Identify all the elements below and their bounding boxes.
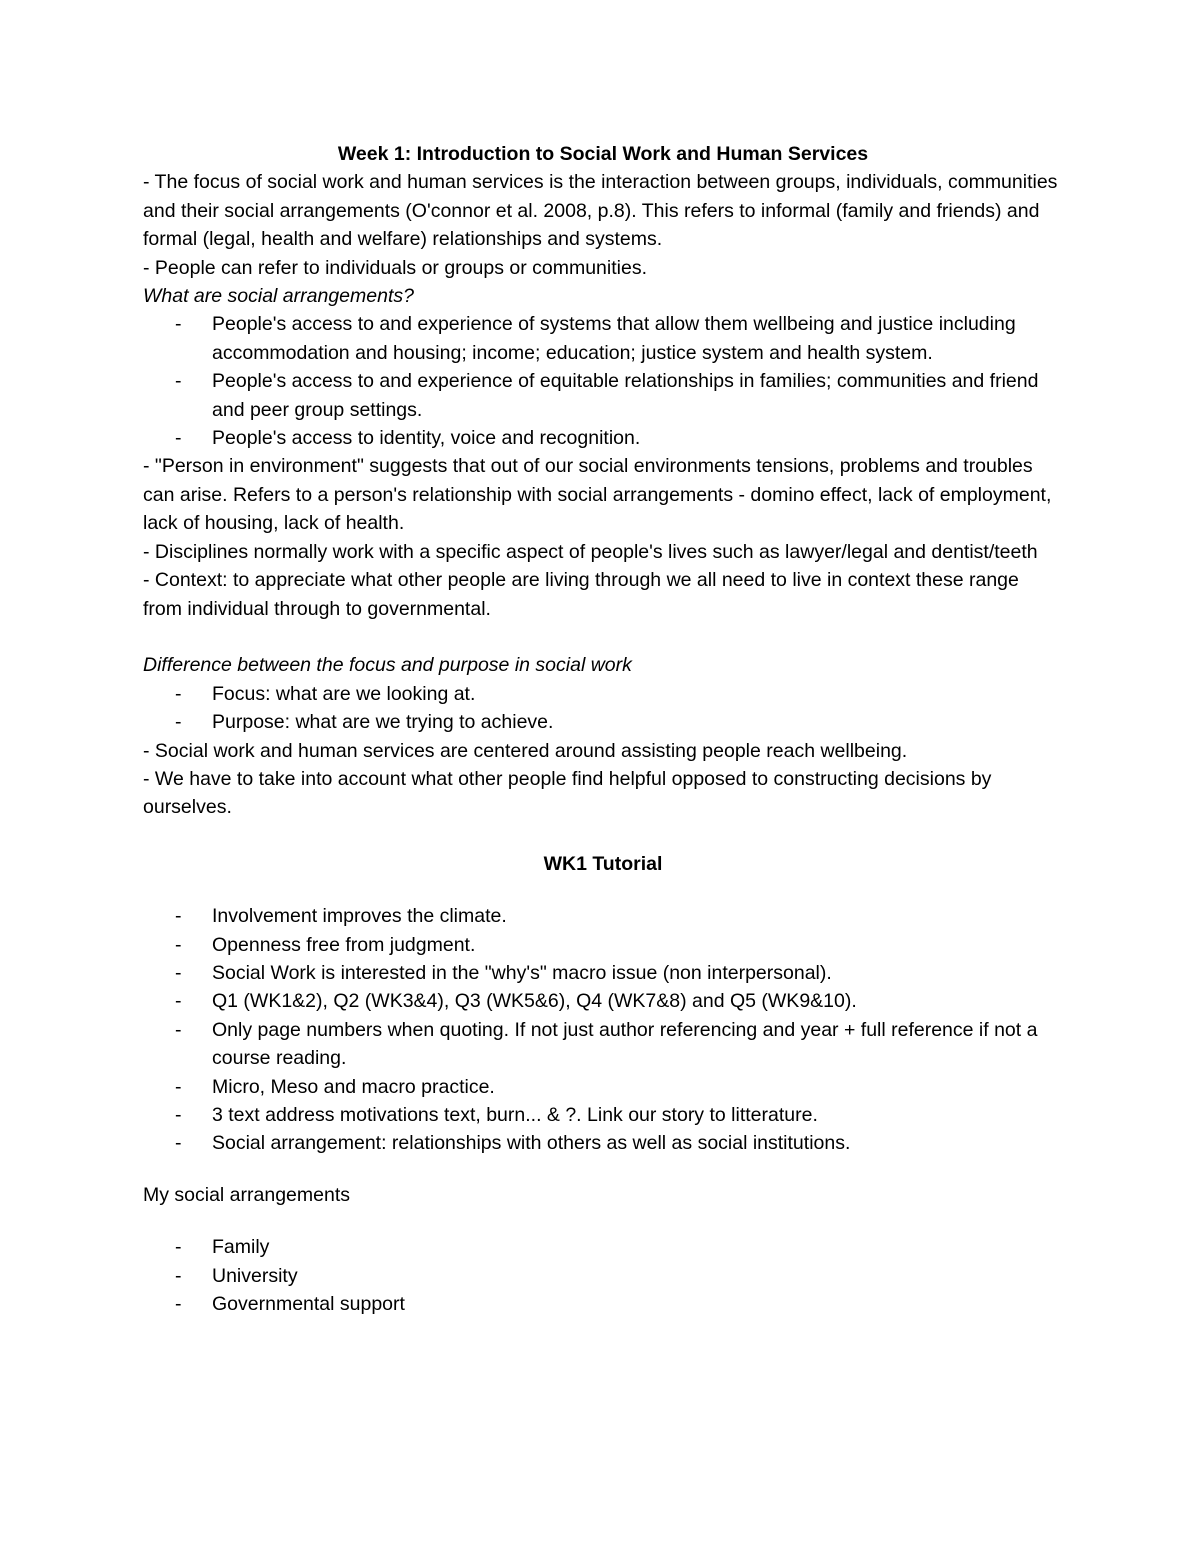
spacer [143,623,1063,651]
spacer [143,1210,1063,1234]
list-item [143,902,1063,930]
list-item-text: People's access to and experience of systems that allow them wellbeing and justice including accommodation and housing; income; education; justice system and health system. [212,313,1016,364]
week1-intro-paragraph: - People can refer to individuals or groups or communities. [143,256,647,279]
list-item [143,1101,1063,1129]
week1-intro-paragraph: - The focus of social work and human services is the interaction between groups, individuals, communities and their social arrangements (O'connor et al. 2008, p.8). This refers to informal (family and friends) and formal (legal, health and welfare) relationships and systems. [143,171,1058,251]
dash-bullet: - [175,1075,182,1098]
dash-bullet: - [175,711,182,734]
focus-purpose-question: Difference between the focus and purpose in social work [143,654,632,677]
list-item [143,424,1063,452]
dash-bullet: - [175,1293,182,1316]
list-item-text: People's access to identity, voice and recognition. [212,427,641,450]
dash-bullet: - [175,1103,182,1126]
social-arrangements-question: What are social arrangements? [143,285,414,308]
list-item [143,1290,1063,1318]
dash-bullet: - [175,933,182,956]
list-item [143,708,1063,736]
dash-bullet: - [175,1132,182,1155]
list-item-text: Family [212,1236,270,1259]
week1-closing-paragraph: - We have to take into account what other people find helpful opposed to constructing decisions by ourselves. [143,767,992,819]
dash-bullet: - [175,905,182,928]
list-item [143,987,1063,1015]
list-item [143,1262,1063,1290]
dash-bullet: - [175,427,182,450]
list-item-text: People's access to and experience of equitable relationships in families; communities and friend and peer group settings. [212,370,1039,421]
document-page [143,140,1063,1319]
list-item [143,1129,1063,1157]
dash-bullet: - [175,990,182,1013]
list-item-text: Purpose: what are we trying to achieve. [212,711,554,734]
tutorial-title: WK1 Tutorial [543,853,663,876]
list-item-text: Social arrangement: relationships with others as well as social institutions. [212,1132,851,1155]
social-arrangements-list [143,310,1063,452]
week1-closing-paragraph: - Social work and human services are centered around assisting people reach wellbeing. [143,739,908,762]
dash-bullet: - [175,1018,182,1041]
list-item-text: Governmental support [212,1293,405,1316]
tutorial-list [143,902,1063,1158]
list-item [143,367,1063,424]
list-item [143,680,1063,708]
list-item-text: Only page numbers when quoting. If not just author referencing and year + full reference if not a course reading. [212,1018,1038,1070]
week1-title: Week 1: Introduction to Social Work and Human Services [337,143,869,165]
week1-body-paragraph: - "Person in environment" suggests that out of our social environments tensions, problems and troubles can arise. Refers to a person's relationship with social arrangements - domino effect, lack of employment, lack of housing, lack of health. [143,455,1052,535]
list-item-text: 3 text address motivations text, burn... & ?. Link our story to litterature. [212,1103,818,1126]
list-item [143,1073,1063,1101]
my-arrangements-list [143,1233,1063,1318]
spacer [143,879,1063,903]
list-item-text: Social Work is interested in the "why's" macro issue (non interpersonal). [212,961,832,984]
dash-bullet: - [175,313,182,336]
week1-body-paragraph: - Context: to appreciate what other people are living through we all need to live in context these range from individual through to governmental. [143,569,1019,620]
list-item-text: University [212,1264,298,1287]
list-item [143,959,1063,987]
my-arrangements-heading: My social arrangements [143,1184,350,1207]
list-item [143,1016,1063,1073]
dash-bullet: - [175,370,182,393]
list-item [143,931,1063,959]
list-item-text: Focus: what are we looking at. [212,682,476,705]
list-item [143,310,1063,367]
spacer [143,1158,1063,1182]
week1-body-paragraph: - Disciplines normally work with a specific aspect of people's lives such as lawyer/legal and dentist/teeth [143,540,1038,563]
dash-bullet: - [175,682,182,705]
list-item-text: Q1 (WK1&2), Q2 (WK3&4), Q3 (WK5&6), Q4 (WK7&8) and Q5 (WK9&10). [212,990,857,1013]
focus-purpose-list [143,680,1063,737]
list-item-text: Involvement improves the climate. [212,905,507,928]
list-item-text: Micro, Meso and macro practice. [212,1075,495,1098]
dash-bullet: - [175,1236,182,1259]
dash-bullet: - [175,961,182,984]
spacer [143,822,1063,850]
dash-bullet: - [175,1264,182,1287]
list-item [143,1233,1063,1261]
list-item-text: Openness free from judgment. [212,933,476,956]
